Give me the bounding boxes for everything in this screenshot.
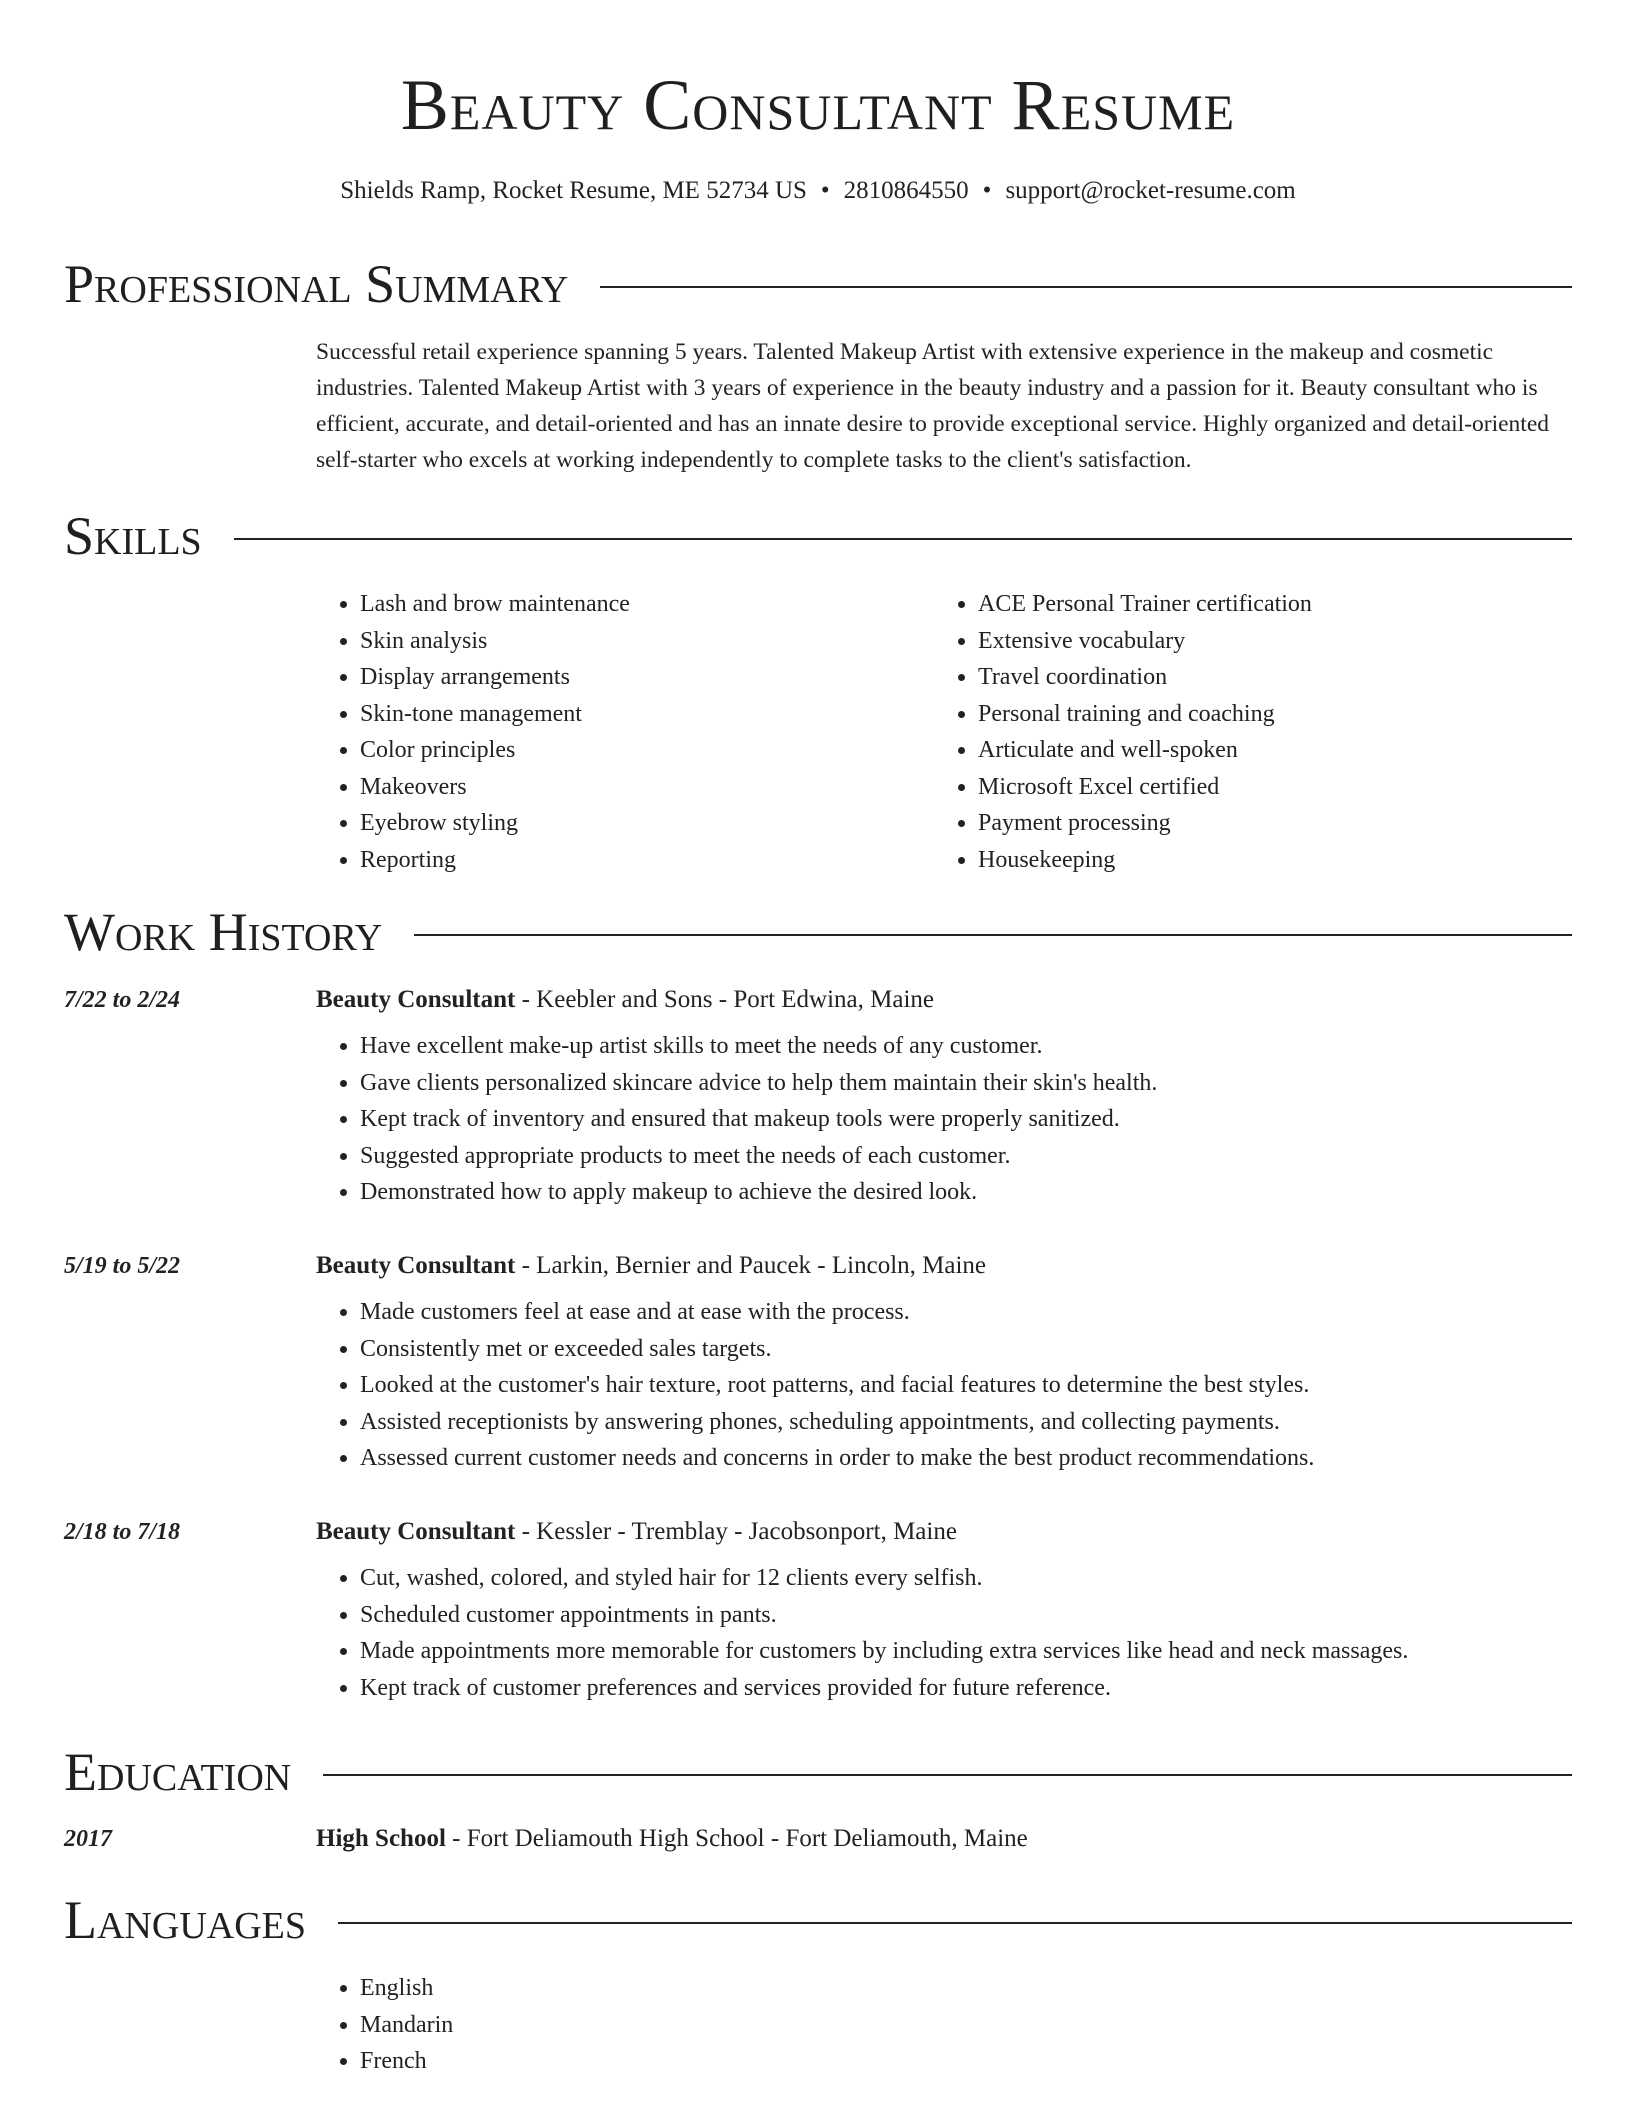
skill-item: • Payment processing bbox=[978, 805, 1552, 842]
education-degree: High School bbox=[316, 1825, 446, 1852]
job-heading bbox=[316, 982, 1572, 1018]
job-bullets bbox=[316, 1560, 1572, 1706]
skills-column-left bbox=[316, 586, 934, 878]
job-bullet: • Suggested appropriate products to meet the needs of each customer. bbox=[360, 1138, 1572, 1175]
work-history-heading-label: Work History bbox=[64, 902, 383, 962]
languages-heading-label: Languages bbox=[64, 1890, 306, 1950]
education-year: 2017 bbox=[64, 1826, 112, 1852]
language-item: • English bbox=[360, 1970, 1572, 2007]
job-bullet: • Demonstrated how to apply makeup to achieve the desired look. bbox=[360, 1174, 1572, 1211]
job-heading bbox=[316, 1248, 1572, 1284]
skill-item: • Personal training and coaching bbox=[978, 696, 1552, 733]
job-employer: - Kessler - Tremblay - Jacobsonport, Maine bbox=[515, 1518, 957, 1545]
job-bullet: • Assessed current customer needs and concerns in order to make the best product recommendations. bbox=[360, 1440, 1572, 1477]
job-title: Beauty Consultant bbox=[316, 1252, 516, 1279]
language-item: • French bbox=[360, 2043, 1572, 2080]
education-school: - Fort Deliamouth High School - Fort Deliamouth, Maine bbox=[445, 1825, 1028, 1852]
job-bullet: • Gave clients personalized skincare advice to help them maintain their skin's health. bbox=[360, 1065, 1572, 1102]
job-bullet: • Made appointments more memorable for customers by including extra services like head and neck massages. bbox=[360, 1633, 1572, 1670]
contact-email: support@rocket-resume.com bbox=[1005, 177, 1296, 204]
skill-item: • Skin analysis bbox=[360, 623, 934, 660]
skill-item: • Display arrangements bbox=[360, 659, 934, 696]
section-divider bbox=[600, 286, 1572, 288]
job-bullet: • Cut, washed, colored, and styled hair for 12 clients every selfish. bbox=[360, 1560, 1572, 1597]
skill-item: • Extensive vocabulary bbox=[978, 623, 1552, 660]
job-bullet: • Made customers feel at ease and at ease with the process. bbox=[360, 1294, 1572, 1331]
job-dates: 7/22 to 2/24 bbox=[64, 987, 181, 1013]
education-entry bbox=[316, 1821, 1572, 1867]
skill-item: • Microsoft Excel certified bbox=[978, 769, 1552, 806]
skill-item: • Articulate and well-spoken bbox=[978, 732, 1552, 769]
skill-item: • Housekeeping bbox=[978, 842, 1552, 879]
job-bullet: • Kept track of inventory and ensured that makeup tools were properly sanitized. bbox=[360, 1101, 1572, 1138]
skill-item: • Eyebrow styling bbox=[360, 805, 934, 842]
skill-item: • Travel coordination bbox=[978, 659, 1552, 696]
job-bullet: • Kept track of customer preferences and services provided for future reference. bbox=[360, 1670, 1572, 1707]
section-divider bbox=[323, 1774, 1572, 1776]
job-bullets bbox=[316, 1294, 1572, 1477]
skill-item: • Reporting bbox=[360, 842, 934, 879]
job-bullet: • Scheduled customer appointments in pants. bbox=[360, 1597, 1572, 1634]
job-bullet: • Have excellent make-up artist skills to meet the needs of any customer. bbox=[360, 1028, 1572, 1065]
languages-bullets bbox=[316, 1970, 1572, 2080]
job-bullet: • Assisted receptionists by answering phones, scheduling appointments, and collecting payments. bbox=[360, 1404, 1572, 1441]
skill-item: • Lash and brow maintenance bbox=[360, 586, 934, 623]
education-heading bbox=[64, 1740, 1572, 1804]
summary-heading bbox=[64, 252, 1572, 316]
job-dates: 2/18 to 7/18 bbox=[64, 1519, 181, 1545]
work-history-heading bbox=[64, 900, 1572, 964]
languages-list bbox=[316, 1970, 1572, 2080]
job-bullet: • Looked at the customer's hair texture, root patterns, and facial features to determine the best styles. bbox=[360, 1367, 1572, 1404]
job-title: Beauty Consultant bbox=[316, 1518, 516, 1545]
contact-separator: • bbox=[982, 177, 992, 204]
skill-item: • Color principles bbox=[360, 732, 934, 769]
section-divider bbox=[234, 538, 1572, 540]
job-dates: 5/19 to 5/22 bbox=[64, 1253, 181, 1279]
skill-item: • Skin-tone management bbox=[360, 696, 934, 733]
job-entry bbox=[316, 982, 1572, 1211]
section-divider bbox=[338, 1922, 1572, 1924]
section-divider bbox=[414, 934, 1572, 936]
skills-column-right bbox=[934, 586, 1552, 878]
languages-heading bbox=[64, 1888, 1572, 1952]
job-entry bbox=[316, 1514, 1572, 1706]
job-title: Beauty Consultant bbox=[316, 986, 516, 1013]
education-heading-line bbox=[316, 1821, 1572, 1857]
skills-list bbox=[316, 586, 1572, 878]
skills-heading-label: Skills bbox=[64, 506, 202, 566]
language-item: • Mandarin bbox=[360, 2007, 1572, 2044]
skills-heading bbox=[64, 504, 1572, 568]
contact-phone: 2810864550 bbox=[843, 177, 969, 204]
job-employer: - Keebler and Sons - Port Edwina, Maine bbox=[515, 986, 934, 1013]
summary-heading-label: Professional Summary bbox=[64, 254, 569, 314]
contact-line bbox=[64, 174, 1572, 208]
job-heading bbox=[316, 1514, 1572, 1550]
education-heading-label: Education bbox=[64, 1742, 292, 1802]
job-employer: - Larkin, Bernier and Paucek - Lincoln, Maine bbox=[515, 1252, 987, 1279]
skill-item: • Makeovers bbox=[360, 769, 934, 806]
contact-address: Shields Ramp, Rocket Resume, ME 52734 US bbox=[340, 177, 807, 204]
contact-separator: • bbox=[820, 177, 830, 204]
skill-item: • ACE Personal Trainer certification bbox=[978, 586, 1552, 623]
job-bullet: • Consistently met or exceeded sales targets. bbox=[360, 1331, 1572, 1368]
job-entry bbox=[316, 1248, 1572, 1477]
job-bullets bbox=[316, 1028, 1572, 1211]
summary-text: Successful retail experience spanning 5 years. Talented Makeup Artist with extensive experience in the makeup and cosmetic industries. Talented Makeup Artist with 3 years of experience in the beauty industry and a passion for it. Beauty consultant who is efficient, accurate, and detail-oriented and has an innate desire to provide exceptional service. Highly organized and detail-oriented self-starter who excels at working independently to complete tasks to the client's satisfaction. bbox=[316, 339, 1550, 473]
resume-title: Beauty Consultant Resume bbox=[400, 65, 1236, 145]
